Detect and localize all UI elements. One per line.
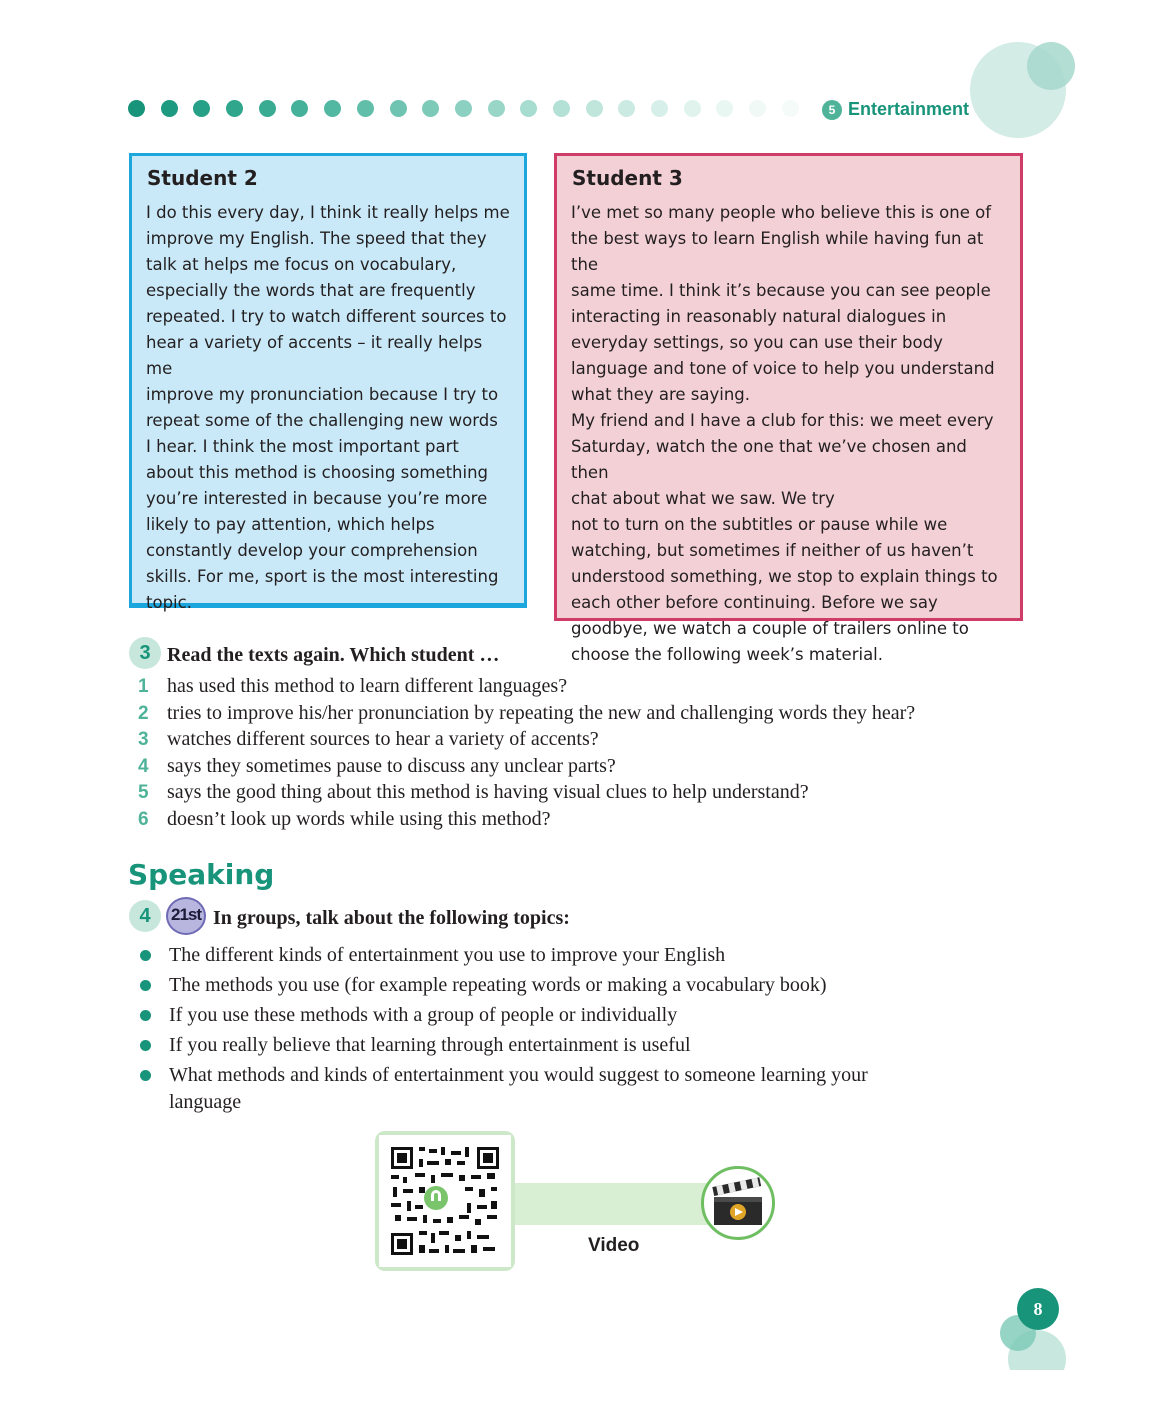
text-line: likely to pay attention, which helps bbox=[146, 515, 435, 534]
question-number: 4 bbox=[138, 755, 149, 777]
text-line: hear a variety of accents – it really helps me bbox=[146, 333, 483, 378]
text-line: repeat some of the challenging new words bbox=[146, 411, 498, 430]
question-item bbox=[138, 728, 915, 755]
qr-code-icon bbox=[379, 1135, 511, 1267]
video-link-bar[interactable] bbox=[513, 1183, 713, 1225]
question-number: 3 bbox=[138, 729, 149, 751]
text-line: especially the words that are frequently bbox=[146, 281, 476, 300]
text-line: you’re interested in because you’re more bbox=[146, 489, 488, 508]
header-dot bbox=[520, 100, 537, 117]
header-dot bbox=[749, 100, 766, 117]
text-line: understood something, we stop to explain things to bbox=[571, 567, 998, 586]
text-line: Saturday, watch the one that we’ve chosen and then bbox=[571, 437, 967, 482]
exercise4-number-badge: 4 bbox=[129, 900, 161, 932]
question-text: doesn’t look up words while using this method? bbox=[167, 807, 551, 830]
header-dot bbox=[586, 100, 603, 117]
header-dot bbox=[291, 100, 308, 117]
text-line: same time. I think it’s because you can see people bbox=[571, 281, 991, 300]
text-line: language and tone of voice to help you understand bbox=[571, 359, 995, 378]
question-item bbox=[138, 781, 915, 808]
speaking-topic-item bbox=[138, 1062, 914, 1116]
text-line: choose the following week’s material. bbox=[571, 645, 884, 664]
student2-text-box bbox=[129, 153, 527, 612]
question-item bbox=[138, 702, 915, 729]
header-dot bbox=[324, 100, 341, 117]
speaking-topic-text: If you use these methods with a group of people or individually bbox=[169, 1004, 678, 1026]
question-number: 5 bbox=[138, 782, 149, 804]
exercise3-number-badge: 3 bbox=[129, 637, 161, 669]
bullet-icon bbox=[140, 950, 151, 961]
student3-text-box bbox=[554, 153, 1023, 664]
header-dot bbox=[259, 100, 276, 117]
text-line: not to turn on the subtitles or pause while we bbox=[571, 515, 948, 534]
page-number: 8 bbox=[1017, 1288, 1059, 1330]
text-line: improve my pronunciation because I try to bbox=[146, 385, 499, 404]
question-number: 1 bbox=[138, 676, 149, 697]
text-line: My friend and I have a club for this: we meet every bbox=[571, 411, 994, 430]
text-line: repeated. I try to watch different sources to bbox=[146, 307, 507, 326]
question-text: says they sometimes pause to discuss any unclear parts? bbox=[167, 754, 616, 777]
text-line: I do this every day, I think it really helps me bbox=[146, 203, 510, 222]
bullet-icon bbox=[140, 1070, 151, 1081]
student2-title: Student 2 bbox=[147, 166, 258, 190]
speaking-topic-text: If you really believe that learning through entertainment is useful bbox=[169, 1034, 691, 1056]
student3-title: Student 3 bbox=[572, 166, 683, 190]
qr-code[interactable] bbox=[375, 1131, 515, 1271]
header-dot bbox=[782, 100, 799, 117]
exercise3-question-list bbox=[138, 675, 915, 835]
text-line: the best ways to learn English while having fun at the bbox=[571, 229, 984, 274]
speaking-section-title: Speaking bbox=[128, 858, 275, 891]
bullet-icon bbox=[140, 980, 151, 991]
21st-century-skills-badge: 21st bbox=[166, 897, 206, 935]
video-label: Video bbox=[588, 1235, 640, 1256]
text-line: everyday settings, so you can use their body bbox=[571, 333, 943, 352]
header-dot bbox=[684, 100, 701, 117]
speaking-topic-item bbox=[138, 1032, 914, 1059]
header-dot bbox=[716, 100, 733, 117]
question-item bbox=[138, 808, 915, 835]
text-line: about this method is choosing something bbox=[146, 463, 489, 482]
bullet-icon bbox=[140, 1040, 151, 1051]
question-item bbox=[138, 755, 915, 782]
header-dot bbox=[488, 100, 505, 117]
clapperboard-icon bbox=[704, 1169, 772, 1237]
student3-text bbox=[571, 200, 1006, 668]
exercise4-instruction: In groups, talk about the following topics: bbox=[213, 907, 570, 929]
header-dot bbox=[553, 100, 570, 117]
question-number: 6 bbox=[138, 808, 149, 830]
header-dot bbox=[193, 100, 210, 117]
question-item bbox=[138, 675, 915, 702]
header-dot bbox=[390, 100, 407, 117]
header-dot bbox=[357, 100, 374, 117]
student2-text bbox=[146, 200, 510, 616]
header-dot bbox=[651, 100, 668, 117]
text-line: skills. For me, sport is the most interesting bbox=[146, 567, 499, 586]
text-line: watching, but sometimes if neither of us haven’t bbox=[571, 541, 974, 560]
text-line: constantly develop your comprehension bbox=[146, 541, 478, 560]
question-text: has used this method to learn different languages? bbox=[167, 675, 568, 697]
speaking-topic-item bbox=[138, 972, 914, 999]
text-line: chat about what we saw. We try bbox=[571, 489, 835, 508]
question-text: watches different sources to hear a variety of accents? bbox=[167, 728, 599, 751]
speaking-topic-text: What methods and kinds of entertainment you would suggest to someone learning your language bbox=[169, 1064, 868, 1113]
text-line: goodbye, we watch a couple of trailers online to bbox=[571, 619, 969, 638]
bullet-icon bbox=[140, 1010, 151, 1021]
text-line: what they are saying. bbox=[571, 385, 751, 404]
speaking-topic-text: The methods you use (for example repeating words or making a vocabulary book) bbox=[169, 974, 827, 996]
video-play-button[interactable] bbox=[701, 1166, 775, 1240]
header-dot bbox=[128, 100, 145, 117]
header-dot bbox=[618, 100, 635, 117]
question-text: tries to improve his/her pronunciation by repeating the new and challenging words they hear? bbox=[167, 701, 916, 724]
header-dot bbox=[422, 100, 439, 117]
header-dot-row bbox=[128, 100, 799, 120]
text-line: talk at helps me focus on vocabulary, bbox=[146, 255, 457, 274]
text-line: I’ve met so many people who believe this is one of bbox=[571, 203, 992, 222]
text-line: I hear. I think the most important part bbox=[146, 437, 459, 456]
header-dot bbox=[161, 100, 178, 117]
header-dot bbox=[226, 100, 243, 117]
speaking-topic-item bbox=[138, 1002, 914, 1029]
text-line: each other before continuing. Before we say bbox=[571, 593, 938, 612]
speaking-topic-item bbox=[138, 942, 914, 969]
header-decor-circle-small bbox=[1027, 42, 1075, 90]
text-line: interacting in reasonably natural dialogues in bbox=[571, 307, 947, 326]
text-line: improve my English. The speed that they bbox=[146, 229, 487, 248]
speaking-topic-list bbox=[138, 942, 914, 1119]
question-number: 2 bbox=[138, 702, 149, 724]
question-text: says the good thing about this method is having visual clues to help understand? bbox=[167, 781, 809, 804]
speaking-topic-text: The different kinds of entertainment you use to improve your English bbox=[169, 944, 726, 966]
text-line: topic. bbox=[146, 593, 192, 612]
header-dot bbox=[455, 100, 472, 117]
exercise3-instruction: Read the texts again. Which student … bbox=[167, 644, 500, 666]
chapter-number-badge: 5 bbox=[822, 100, 842, 120]
chapter-title: Entertainment bbox=[848, 99, 970, 119]
